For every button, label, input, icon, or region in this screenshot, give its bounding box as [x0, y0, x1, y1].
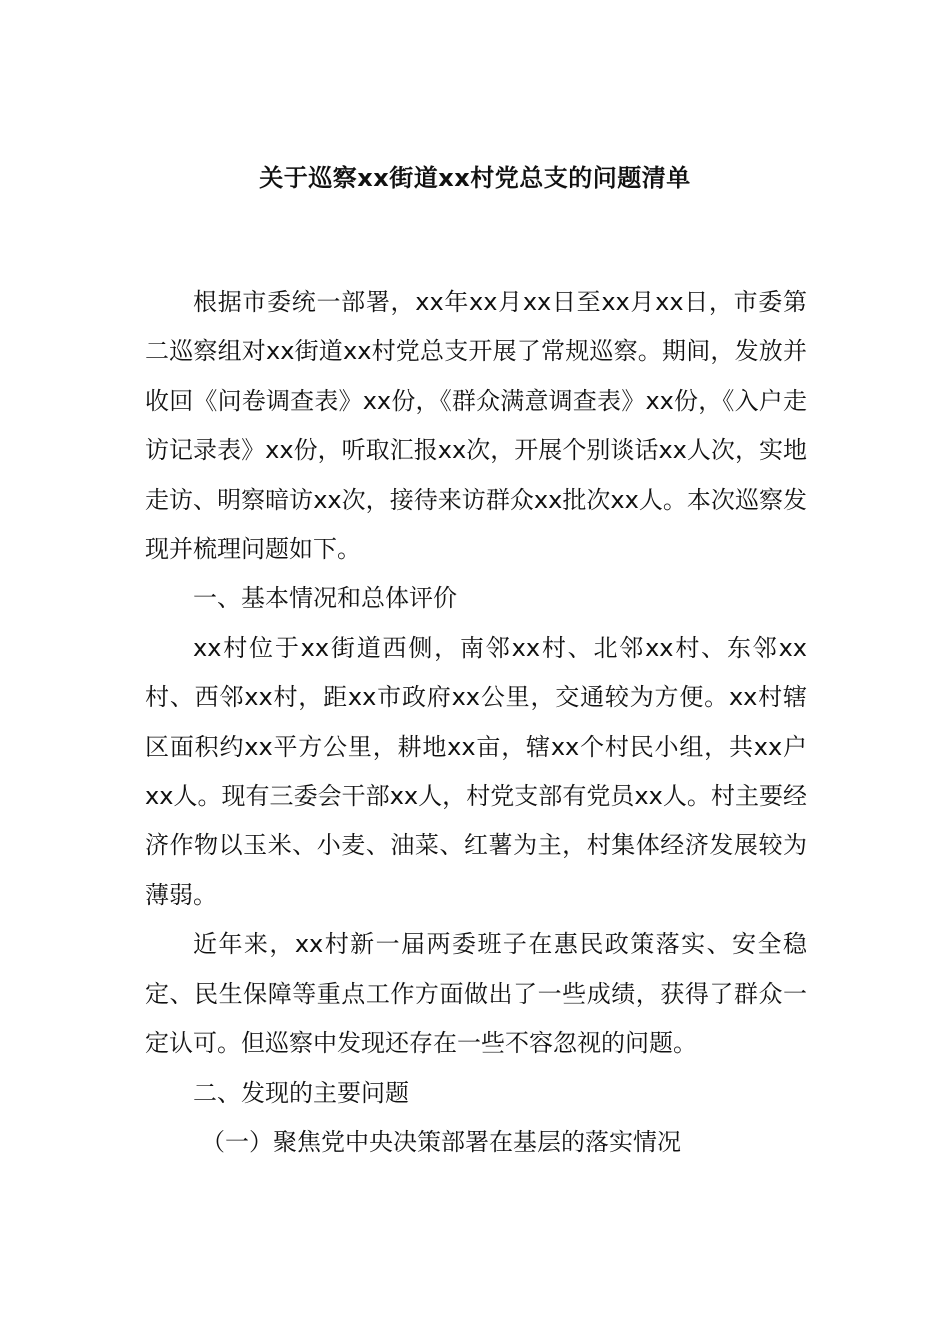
section-heading-1: 一、基本情况和总体评价: [193, 584, 457, 613]
intro-paragraph: 根据市委统一部署，xx年xx月xx日至xx月xx日，市委第二巡察组对xx街道xx村党总支开展了常规巡察。期间，发放并收回《问卷调查表》xx份，《群众满意调查表》xx份，《入户走访记录表》xx份，听取汇报xx次，开展个别谈话xx人次，实地走访、明察暗访xx次，接待来访群众xx批次xx人。本次巡察发现并梳理问题如下。: [145, 288, 807, 564]
document-title: 关于巡察xx街道xx村党总支的问题清单: [259, 164, 691, 192]
document-body: [145, 278, 807, 1167]
section-heading-2: 二、发现的主要问题: [193, 1078, 409, 1107]
subsection-heading-1: （一）聚焦党中央决策部署在基层的落实情况: [201, 1127, 681, 1156]
evaluation-paragraph: 近年来，xx村新一届两委班子在惠民政策落实、安全稳定、民生保障等重点工作方面做出了一些成绩，获得了群众一定认可。但巡察中发现还存在一些不容忽视的问题。: [145, 930, 807, 1058]
basic-info-paragraph: xx村位于xx街道西侧，南邻xx村、北邻xx村、东邻xx村、西邻xx村，距xx市政府xx公里，交通较为方便。xx村辖区面积约xx平方公里，耕地xx亩，辖xx个村民小组，共xx户xx人。现有三委会干部xx人，村党支部有党员xx人。村主要经济作物以玉米、小麦、油菜、红薯为主，村集体经济发展较为薄弱。: [145, 633, 807, 909]
